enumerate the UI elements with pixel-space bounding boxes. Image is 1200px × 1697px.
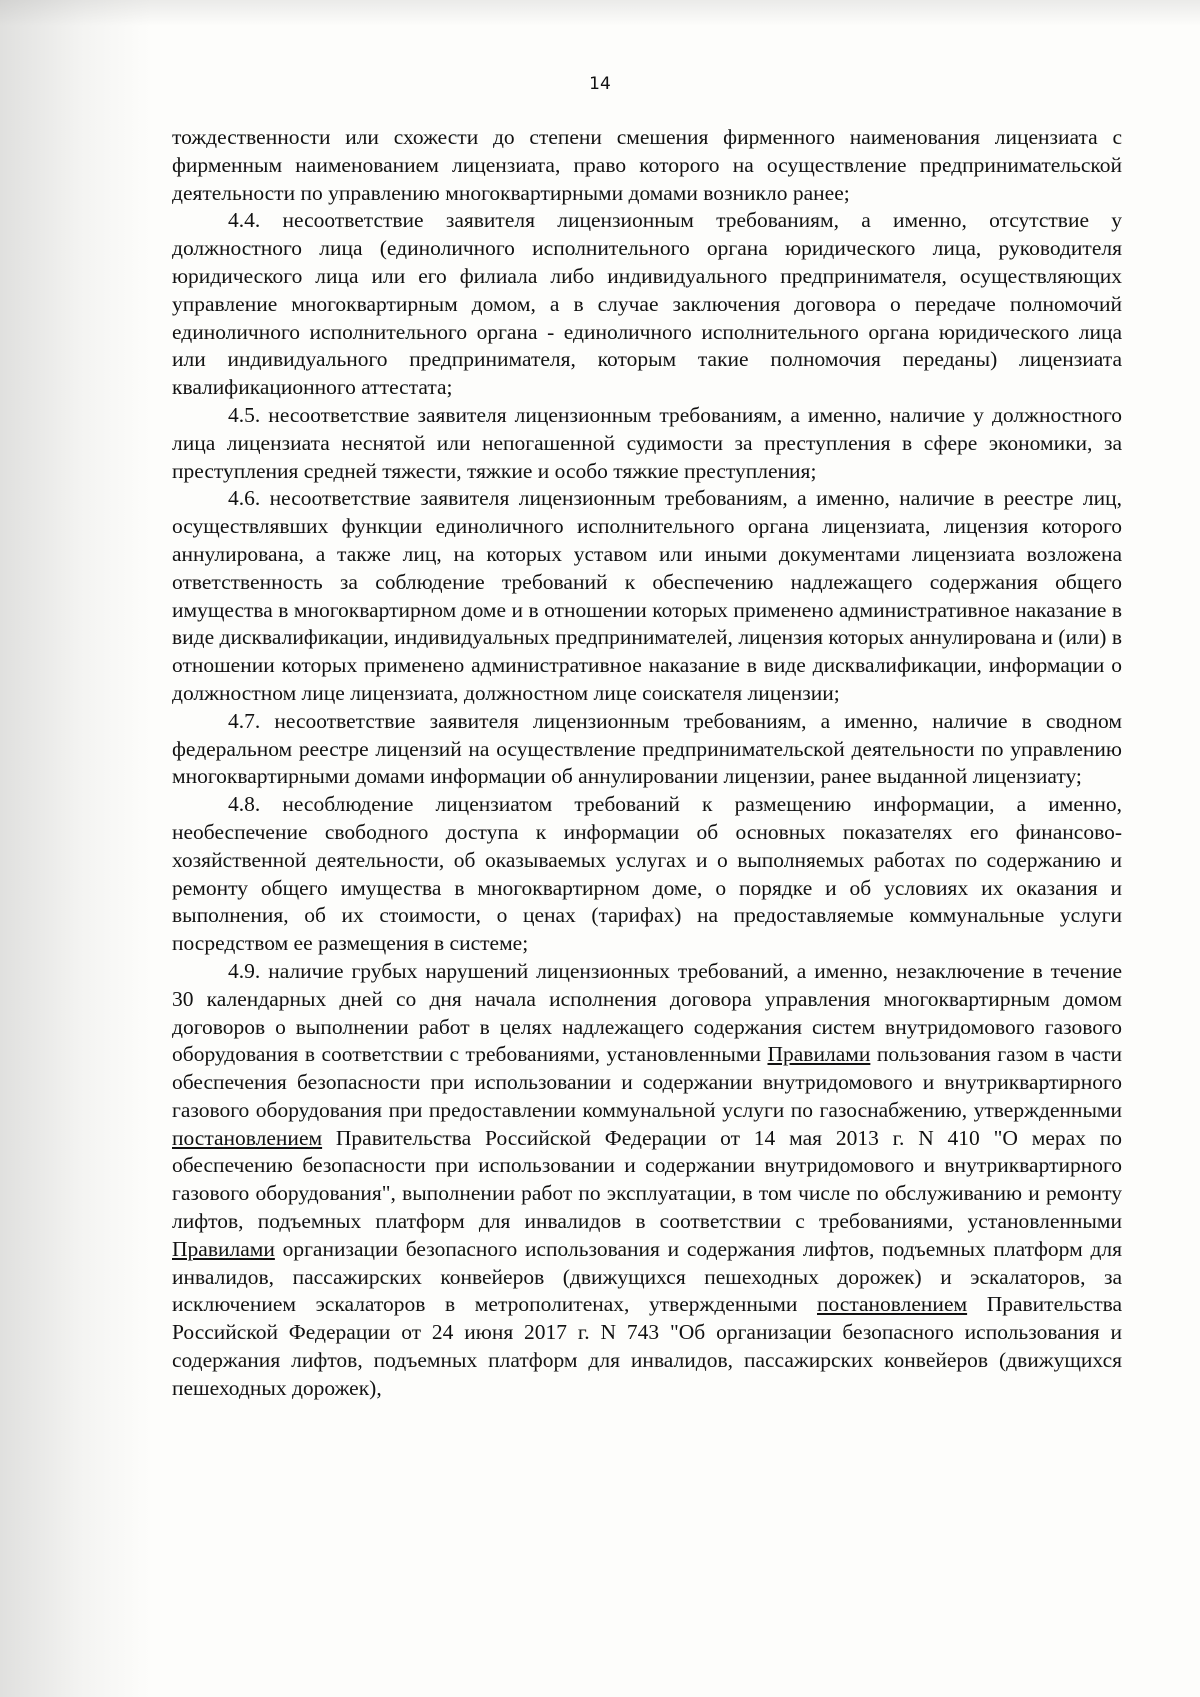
paragraph-4-5: 4.5. несоответствие заявителя лицензионным требованиям, а именно, наличие у должностного лица лицензиата неснятой или непогашенной судимости за преступления в сфере экономики, за преступления средней тяжести, тяжкие и особо тяжкие преступления; — [172, 402, 1122, 483]
paragraph-text: Правительства Российской Федерации от 24 июня 2017 г. N 743 "Об организации безопасного использования и содержания лифтов, подъемных платформ для инвалидов, пассажирских конвейеров (движущихся пешеходных дорожек), — [172, 1292, 1122, 1400]
paragraph-4-4: 4.4. несоответствие заявителя лицензионным требованиям, а именно, отсутствие у должностного лица (единоличного исполнительного органа юридического лица, руководителя юридического лица или его филиала либо индивидуального предпринимателя, осуществляющих управление многоквартирным домом, а в случае заключения договора о передаче полномочий единоличного исполнительного органа - единоличного исполнительного органа юридического лица или индивидуального предпринимателя, которым такие полномочия переданы) лицензиата квалификационного аттестата; — [172, 208, 1122, 400]
document-body — [172, 124, 1122, 1403]
paragraph-4-8: 4.8. несоблюдение лицензиатом требований к размещению информации, а именно, необеспечение свободного доступа к информации об основных показателях его финансово-хозяйственной деятельности, об оказываемых услугах и о выполняемых работах по содержанию и ремонту общего имущества в многоквартирном доме, о порядке и об условиях их оказания и выполнения, об их стоимости, о ценах (тарифах) на предоставляемые коммунальные услуги посредством ее размещения в системе; — [172, 792, 1122, 956]
link-rules-gas[interactable]: Правилами — [767, 1042, 871, 1067]
paragraph-continuation: тождественности или схожести до степени смешения фирменного наименования лицензиата с фирменным наименованием лицензиата, право которого на осуществление предпринимательской деятельности по управлению многоквартирными домами возникло ранее; — [172, 125, 1122, 205]
link-resolution-743[interactable]: постановлением — [817, 1292, 968, 1317]
paragraph-text: Правительства Российской Федерации от 14 мая 2013 г. N 410 "О мерах по обеспечению безопасности при использовании и содержании внутридомового и внутриквартирного газового оборудования", выполнении работ по эксплуатации, в том числе по обслуживанию и ремонту лифтов, подъемных платформ для инвалидов в соответствии с требованиями, установленными — [172, 1125, 1122, 1234]
paragraph-text: 4.9. наличие грубых нарушений лицензионных требований, а именно, незаключение в течение 30 календарных дней со дня начала исполнения договора управления многоквартирным домом договоров о выполнении работ в целях надлежащего содержания систем внутридомового газового оборудования в соответствии с требованиями, установленными — [172, 958, 1122, 1067]
paragraph-4-9 — [172, 958, 1122, 1403]
scan-shadow — [0, 0, 150, 1697]
link-rules-lifts[interactable]: Правилами — [172, 1236, 275, 1261]
page-number: 14 — [589, 74, 611, 94]
paragraph-text: пользования газом в части обеспечения безопасности при использовании и содержании внутридомового и внутриквартирного газового оборудования при предоставлении коммунальной услуги по газоснабжению, утвержденными — [172, 1042, 1122, 1122]
link-resolution-410[interactable]: постановлением — [172, 1125, 323, 1150]
paragraph-4-7: 4.7. несоответствие заявителя лицензионным требованиям, а именно, наличие в сводном федеральном реестре лицензий на осуществление предпринимательской деятельности по управлению многоквартирными домами информации об аннулировании лицензии, ранее выданной лицензиату; — [172, 708, 1122, 789]
paragraph-4-6: 4.6. несоответствие заявителя лицензионным требованиям, а именно, наличие в реестре лиц, осуществлявших функции единоличного исполнительного органа лицензиата, лицензия которого аннулирована, а также лиц, на которых уставом или иными документами лицензиата возложена ответственность за соблюдение требований к обеспечению надлежащего содержания общего имущества в многоквартирном доме и в отношении которых применено административное наказание в виде дисквалификации, индивидуальных предпринимателей, лицензия которых аннулирована и (или) в отношении которых применено административное наказание в виде дисквалификации, информации о должностном лице лицензиата, должностном лице соискателя лицензии; — [172, 486, 1122, 705]
paragraph-text: организации безопасного использования и содержания лифтов, подъемных платформ для инвалидов, пассажирских конвейеров (движущихся пешеходных дорожек) и эскалаторов, за исключением эскалаторов в метрополитенах, утвержденными — [172, 1236, 1122, 1317]
scan-top-shadow — [0, 0, 1200, 26]
